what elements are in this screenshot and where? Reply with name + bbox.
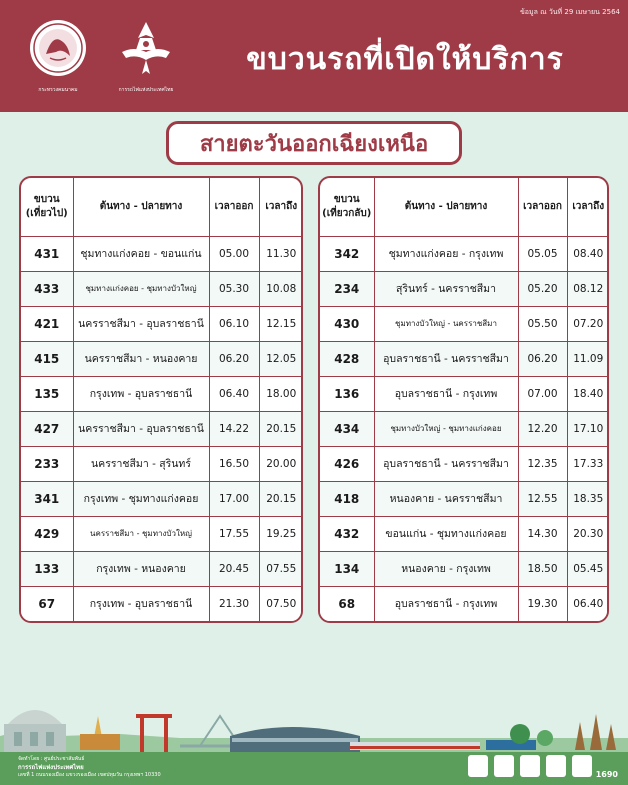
train-number: 67 xyxy=(21,586,73,621)
depart-time: 05.50 xyxy=(518,306,567,341)
arrive-time: 07.20 xyxy=(567,306,609,341)
train-number: 136 xyxy=(320,376,374,411)
arrive-time: 05.45 xyxy=(567,551,609,586)
train-number: 432 xyxy=(320,516,374,551)
route-name: กรุงเทพ - หนองคาย xyxy=(73,551,209,586)
arrive-time: 20.00 xyxy=(259,446,303,481)
depart-time: 12.55 xyxy=(518,481,567,516)
route-name: ขอนแก่น - ชุมทางแก่งคอย xyxy=(374,516,518,551)
arrive-time: 08.40 xyxy=(567,236,609,271)
table-row xyxy=(21,551,303,586)
mot-logo-icon xyxy=(28,18,88,78)
depart-time: 05.05 xyxy=(518,236,567,271)
route-name: กรุงเทพ - อุบลราชธานี xyxy=(73,376,209,411)
table-row xyxy=(320,586,609,621)
arrive-time: 20.15 xyxy=(259,411,303,446)
arrive-time: 06.40 xyxy=(567,586,609,621)
route-name: ชุมทางแก่งคอย - ชุมทางบัวใหญ่ xyxy=(73,271,209,306)
route-name: นครราชสีมา - หนองคาย xyxy=(73,341,209,376)
depart-time: 17.55 xyxy=(209,516,259,551)
arrive-time: 17.33 xyxy=(567,446,609,481)
arrive-time: 11.09 xyxy=(567,341,609,376)
train-number: 135 xyxy=(21,376,73,411)
header-route: ต้นทาง - ปลายทาง xyxy=(73,178,209,236)
depart-time: 16.50 xyxy=(209,446,259,481)
route-name: อุบลราชธานี - กรุงเทพ xyxy=(374,376,518,411)
train-number: 421 xyxy=(21,306,73,341)
arrive-time: 20.15 xyxy=(259,481,303,516)
page-title: ขบวนรถที่เปิดให้บริการ xyxy=(246,42,564,77)
train-number: 341 xyxy=(21,481,73,516)
route-name: ชุมทางแก่งคอย - ขอนแก่น xyxy=(73,236,209,271)
table-row xyxy=(320,446,609,481)
arrive-time: 18.00 xyxy=(259,376,303,411)
depart-time: 17.00 xyxy=(209,481,259,516)
qr-code-icon[interactable] xyxy=(494,755,514,777)
qr-code-icon[interactable] xyxy=(520,755,540,777)
header-depart: เวลาออก xyxy=(518,178,567,236)
route-name: ชุมทางแก่งคอย - กรุงเทพ xyxy=(374,236,518,271)
depart-time: 06.20 xyxy=(518,341,567,376)
route-name: กรุงเทพ - ชุมทางแก่งคอย xyxy=(73,481,209,516)
depart-time: 05.30 xyxy=(209,271,259,306)
table-row xyxy=(320,271,609,306)
route-name: ชุมทางบัวใหญ่ - ชุมทางแก่งคอย xyxy=(374,411,518,446)
table-row xyxy=(21,271,303,306)
arrive-time: 07.55 xyxy=(259,551,303,586)
train-number: 234 xyxy=(320,271,374,306)
footer-credit: จัดทำโดย : ศูนย์ประชาสัมพันธ์ xyxy=(18,756,85,762)
train-number: 134 xyxy=(320,551,374,586)
arrive-time: 12.15 xyxy=(259,306,303,341)
header-arrive: เวลาถึง xyxy=(259,178,303,236)
train-number: 233 xyxy=(21,446,73,481)
table-row xyxy=(21,481,303,516)
depart-time: 06.10 xyxy=(209,306,259,341)
footer xyxy=(0,752,628,785)
table-row xyxy=(21,376,303,411)
depart-time: 12.35 xyxy=(518,446,567,481)
qr-code-icon[interactable] xyxy=(572,755,592,777)
train-number: 426 xyxy=(320,446,374,481)
arrive-time: 12.05 xyxy=(259,341,303,376)
table-row xyxy=(21,411,303,446)
srt-caption: การรถไฟแห่งประเทศไทย xyxy=(118,87,174,93)
table-row xyxy=(320,481,609,516)
depart-time: 06.20 xyxy=(209,341,259,376)
header-depart: เวลาออก xyxy=(209,178,259,236)
table-header-row xyxy=(320,178,609,236)
table-row xyxy=(21,236,303,271)
arrive-time: 10.08 xyxy=(259,271,303,306)
route-name: หนองคาย - นครราชสีมา xyxy=(374,481,518,516)
table-row xyxy=(320,306,609,341)
qr-code-icon[interactable] xyxy=(546,755,566,777)
route-name: อุบลราชธานี - นครราชสีมา xyxy=(374,446,518,481)
table-row xyxy=(320,236,609,271)
table-row xyxy=(320,341,609,376)
arrive-time: 11.30 xyxy=(259,236,303,271)
route-name: อุบลราชธานี - กรุงเทพ xyxy=(374,586,518,621)
depart-time: 14.22 xyxy=(209,411,259,446)
train-number: 434 xyxy=(320,411,374,446)
depart-time: 18.50 xyxy=(518,551,567,586)
train-number: 433 xyxy=(21,271,73,306)
train-number: 68 xyxy=(320,586,374,621)
mot-logo xyxy=(22,18,94,94)
train-number: 429 xyxy=(21,516,73,551)
depart-time: 06.40 xyxy=(209,376,259,411)
mot-caption: กระทรวงคมนาคม xyxy=(38,87,78,93)
table-row xyxy=(320,411,609,446)
arrive-time: 08.12 xyxy=(567,271,609,306)
route-title: สายตะวันออกเฉียงเหนือ xyxy=(166,121,462,165)
train-number: 415 xyxy=(21,341,73,376)
srt-logo xyxy=(110,18,182,94)
header-train: ขบวน (เที่ยวไป) xyxy=(21,178,73,236)
header xyxy=(0,0,628,112)
table-header-row xyxy=(21,178,303,236)
route-name: กรุงเทพ - อุบลราชธานี xyxy=(73,586,209,621)
depart-time: 19.30 xyxy=(518,586,567,621)
table-row xyxy=(21,446,303,481)
outbound-table xyxy=(19,176,303,623)
route-name: นครราชสีมา - สุรินทร์ xyxy=(73,446,209,481)
station-scene-illustration xyxy=(0,676,628,757)
arrive-time: 07.50 xyxy=(259,586,303,621)
header-route: ต้นทาง - ปลายทาง xyxy=(374,178,518,236)
table-row xyxy=(320,516,609,551)
route-name: นครราชสีมา - อุบลราชธานี xyxy=(73,306,209,341)
train-number: 427 xyxy=(21,411,73,446)
depart-time: 05.20 xyxy=(518,271,567,306)
depart-time: 21.30 xyxy=(209,586,259,621)
train-number: 133 xyxy=(21,551,73,586)
train-number: 430 xyxy=(320,306,374,341)
depart-time: 20.45 xyxy=(209,551,259,586)
train-number: 342 xyxy=(320,236,374,271)
footer-org: การรถไฟแห่งประเทศไทย xyxy=(18,764,84,771)
depart-time: 12.20 xyxy=(518,411,567,446)
depart-time: 07.00 xyxy=(518,376,567,411)
train-number: 428 xyxy=(320,341,374,376)
hotline-number: 1690 xyxy=(595,770,618,779)
table-row xyxy=(21,341,303,376)
footer-address: เลขที่ 1 ถนนรองเมือง แขวงรองเมือง เขตปทุมวัน กรุงเทพฯ 10330 xyxy=(18,772,161,778)
arrive-time: 20.30 xyxy=(567,516,609,551)
footer-icons xyxy=(468,755,592,777)
table-row xyxy=(320,376,609,411)
route-name: นครราชสีมา - ชุมทางบัวใหญ่ xyxy=(73,516,209,551)
header-arrive: เวลาถึง xyxy=(567,178,609,236)
route-name: สุรินทร์ - นครราชสีมา xyxy=(374,271,518,306)
return-table xyxy=(318,176,609,623)
srt-logo-icon xyxy=(116,18,176,78)
depart-time: 14.30 xyxy=(518,516,567,551)
table-row xyxy=(21,516,303,551)
train-number: 418 xyxy=(320,481,374,516)
data-date: ข้อมูล ณ วันที่ 29 เมษายน 2564 xyxy=(519,8,620,16)
arrive-time: 19.25 xyxy=(259,516,303,551)
arrive-time: 18.35 xyxy=(567,481,609,516)
depart-time: 05.00 xyxy=(209,236,259,271)
header-train: ขบวน (เที่ยวกลับ) xyxy=(320,178,374,236)
train-number: 431 xyxy=(21,236,73,271)
route-name: หนองคาย - กรุงเทพ xyxy=(374,551,518,586)
arrive-time: 17.10 xyxy=(567,411,609,446)
table-row xyxy=(320,551,609,586)
social-icon[interactable] xyxy=(468,755,488,777)
route-name: ชุมทางบัวใหญ่ - นครราชสีมา xyxy=(374,306,518,341)
arrive-time: 18.40 xyxy=(567,376,609,411)
table-row xyxy=(21,586,303,621)
route-name: อุบลราชธานี - นครราชสีมา xyxy=(374,341,518,376)
route-name: นครราชสีมา - อุบลราชธานี xyxy=(73,411,209,446)
table-row xyxy=(21,306,303,341)
